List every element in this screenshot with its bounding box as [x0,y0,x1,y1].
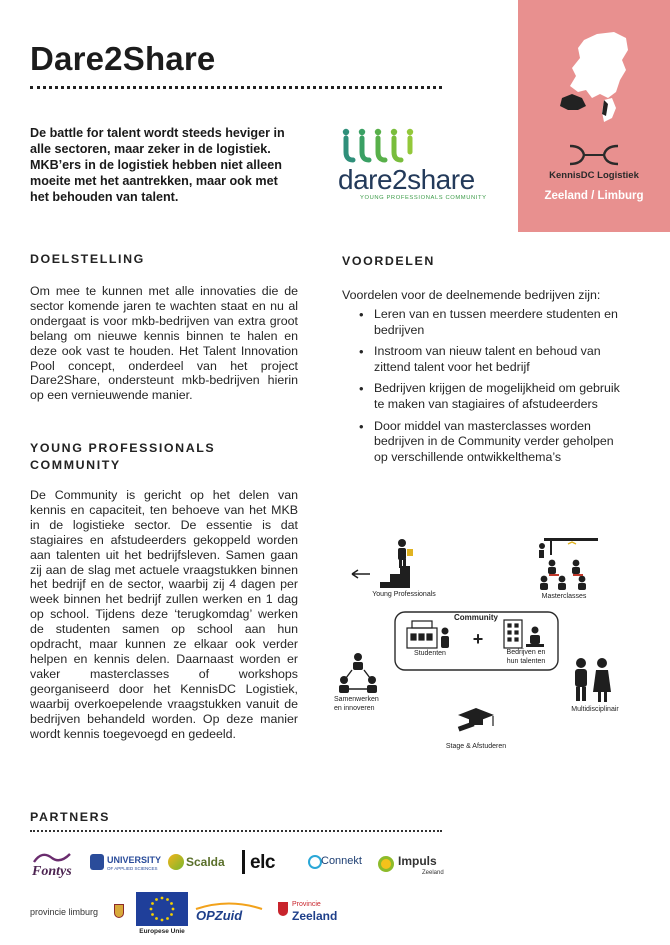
hz-logo [90,854,162,876]
label-samenwerken-line1: Samenwerken [334,696,379,703]
office-icon [504,620,522,648]
scalda-logo [168,852,230,874]
connekt-ring-icon [308,855,322,869]
label-samenwerken [334,696,382,713]
samenwerken-icon [339,653,377,693]
title-divider [30,86,442,89]
hz-badge-icon [90,854,104,870]
community-heading-line1: YOUNG PROFESSIONALS [30,441,216,455]
kennisdc-logo-icon [566,142,622,168]
dare2share-tagline: YOUNG PROFESSIONALS COMMUNITY [360,195,487,201]
impuls-circle-icon [378,856,394,872]
voordelen-intro: Voordelen voor de deelnemende bedrijven zijn: [342,288,601,302]
hz-subline: OF APPLIED SCIENCES [107,866,158,871]
multidisciplinair-icon [575,658,611,702]
scalda-dot-icon [168,854,184,870]
opzuid-wordmark: OPZuid [196,908,243,923]
dare2share-logo [338,128,488,206]
eu-wordmark: Europese Unie [139,928,185,935]
business-person-icon [526,627,544,648]
zeeland-line1: Provincie [292,901,321,908]
kennisdc-brand-panel [518,0,670,232]
eu-logo [134,892,190,942]
label-community: Community [454,613,498,622]
label-multidisciplinair: Multidisciplinair [571,706,619,713]
masterclasses-icon [539,538,598,590]
zeeland-crest-icon [278,902,288,916]
zeeland-line2: Zeeland [292,909,338,923]
benefit-item: • Instroom van nieuw talent en behoud van zittend talent voor het bedrijf [358,344,628,375]
limburg-logo [30,904,130,926]
community-heading-line2: COMMUNITY [30,458,121,472]
label-samenwerken-line2: en innoveren [334,704,375,712]
fontys-wordmark: Fontys [32,864,72,879]
graduation-cap-icon [458,708,494,732]
elc-mark-icon [242,850,245,874]
label-bedrijven [498,649,554,666]
hz-wordmark: UNIVERSITY [107,855,162,865]
community-people-icon [340,128,420,164]
community-body: De Community is gericht op het delen van kennis en capaciteit, ten behoeve van het MKB in de logistieke sector. De essentie is dat stagiaires en afstudeerders gekoppeld worden aan talenten uit het bedrijfsleven. Samen gaan zij aan de slag met actuele vraagstukken binnen het bedrijf en de sector, waarbij zij 4 dagen per week binnen het bedrijf zullen werken en 1 dag op school. Tijdens deze ‘terugkomdag’ werken de studenten samen op school aan hun opdracht, maar kunnen ze elkaar ook verder helpen en kennis delen. Daarnaast worden er vaker masterclasses of workshops georganiseerd door het KennisDC Logistiek, waarbij overkoepelende vraagstukken vanuit de bedrijven behandeld worden. Op deze manier wordt kennis toegevoegd en gedeeld. [30,488,298,741]
label-bedrijven-line2: hun talenten [506,657,546,665]
kennisdc-name: KennisDC Logistiek [549,170,639,181]
partner-logos [0,840,670,940]
zeeland-logo [278,900,352,930]
connekt-logo [308,854,370,874]
partners-divider [30,830,442,832]
eu-flag-icon [136,892,188,926]
page-title: Dare2Share [30,40,216,77]
kennisdc-region: Zeeland / Limburg [544,190,644,202]
dare2share-wordmark: dare2share [338,164,475,195]
voordelen-heading: VOORDELEN [342,254,435,268]
connekt-wordmark: Connekt [321,855,362,867]
fontys-swirl-icon [32,850,72,864]
label-bedrijven-line1: Bedrijven en [506,649,546,656]
scalda-wordmark: Scalda [186,855,225,869]
limburg-crest-icon [114,904,124,918]
label-stage-afstuderen: Stage & Afstuderen [445,743,507,750]
impuls-wordmark: Impuls [398,854,437,868]
intro-text: De battle for talent wordt steeds heviger in alle sectoren, maar zeker in de logistiek. MKB’ers in de logistiek hebben niet alleen moeite met het aantrekken, maar ook met het behouden van talent. [30,126,285,204]
label-young-professionals: Young Professionals [372,591,436,598]
fontys-logo [30,850,86,886]
impuls-logo [378,852,448,880]
plus-sign: + [472,629,484,649]
netherlands-map-icon [542,26,642,126]
benefit-item: • Bedrijven krijgen de mogelijkheid om gebruik te maken van stagiaires of afstudeerders [358,381,628,412]
benefit-item: • Door middel van masterclasses worden bedrijven in de Community verder geholpen op verschillende ontwikkelthema’s [358,419,628,466]
doelstelling-heading: DOELSTELLING [30,252,145,266]
elc-wordmark: elc [250,852,275,873]
doelstelling-body: Om mee te kunnen met alle innovaties die de sector komende jaren te wachten staat en nu al ondergaat is voor mkb-bedrijven van extra groot belang om nieuwe kennis binnen te halen en deze ook vast te houden. Het Talent Innovation Pool concept, onderdeel van het project Dare2Share, ondersteunt mkb-bedrijven hierin op een vernieuwende manier. [30,284,298,403]
elc-logo [240,848,292,878]
label-studenten: Studenten [414,650,446,657]
label-masterclasses: Masterclasses [541,593,587,600]
young-professional-icon [352,539,413,588]
community-diagram [330,530,630,760]
benefits-list [358,307,628,471]
benefit-item: • Leren van en tussen meerdere studenten en bedrijven [358,307,628,338]
limburg-wordmark: provincie limburg [30,907,99,917]
opzuid-logo [194,902,268,926]
community-heading [30,440,215,474]
partners-heading: PARTNERS [30,810,111,824]
impuls-subline: Zeeland [422,870,444,876]
school-icon [407,621,437,648]
student-icon [441,628,449,649]
